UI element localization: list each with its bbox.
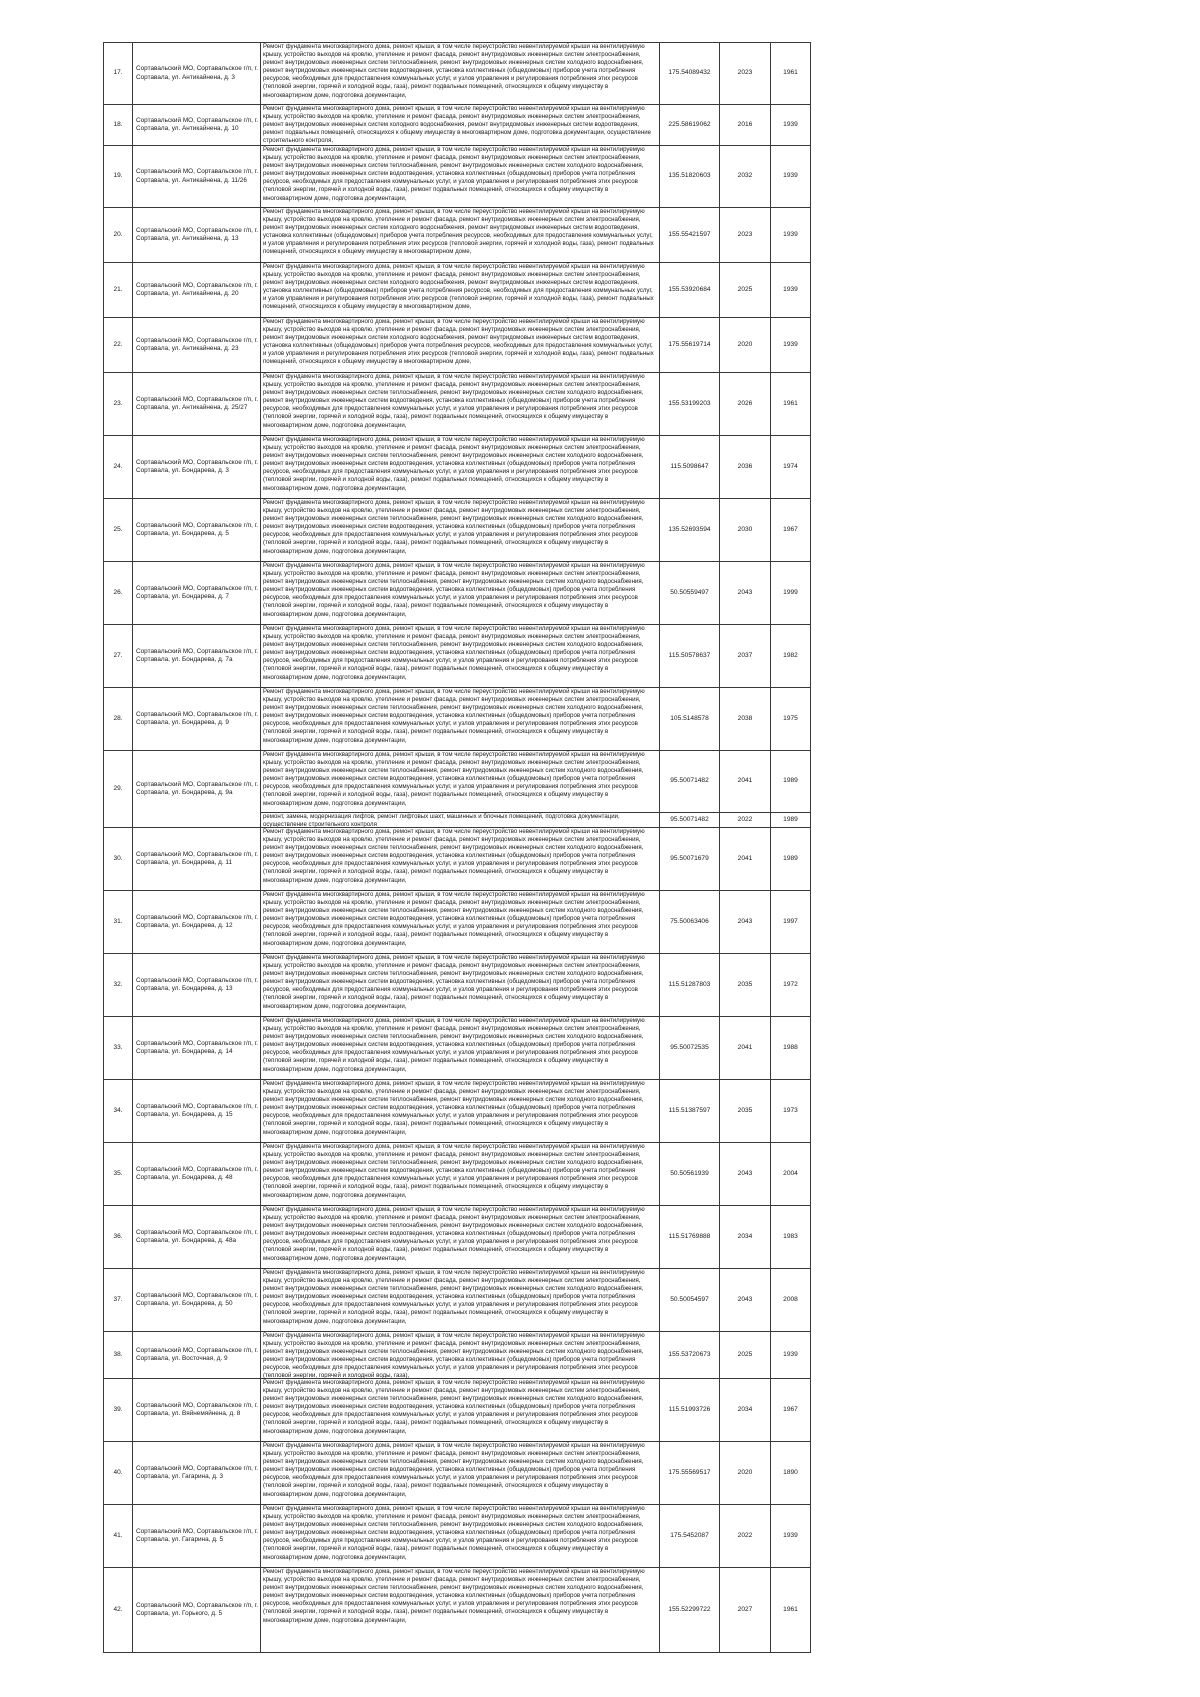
works-cell xyxy=(261,1379,660,1442)
planned-year-cell: 2043 xyxy=(720,891,771,954)
table-row xyxy=(104,562,811,625)
works-text: Ремонт фундамента многоквартирного дома, ремонт крыши, в том числе переустройство невентилируемой крыши на вентилируемую крышу, устройство выходов на кровлю, утепление и ремонт фасада, ремонт внутридомовых инженерных систем электроснабжения, ремонт внутридомовых инженерных систем теплоснабжения, ремонт внутридомовых инженерных систем холодного водоснабжения, ремонт внутридомовых инженерных систем водоотведения, установка коллективных (общедомовых) приборов учета потребления ресурсов, необходимых для предоставления коммунальных услуг, и узлов управления и регулирования потребления этих ресурсов (тепловой энергии, горячей и холодной воды, газа), ремонт подвальных помещений, относящихся к общему имуществу в многоквартирном доме, подготовка документации, xyxy=(263,891,645,947)
cost-cell: 175.55569517 xyxy=(660,1442,720,1505)
table-row xyxy=(104,1017,811,1080)
cost-cell: 95.50071679 xyxy=(660,828,720,891)
build-year-cell: 1939 xyxy=(771,318,811,373)
works-text: Ремонт фундамента многоквартирного дома, ремонт крыши, в том числе переустройство невентилируемой крыши на вентилируемую крышу, устройство выходов на кровлю, утепление и ремонт фасада, ремонт внутридомовых инженерных систем электроснабжения, ремонт внутридомовых инженерных систем теплоснабжения, ремонт внутридомовых инженерных систем холодного водоснабжения, ремонт внутридомовых инженерных систем водоотведения, установка коллективных (общедомовых) приборов учета потребления ресурсов, необходимых для предоставления коммунальных услуг, и узлов управления и регулирования потребления этих ресурсов (тепловой энергии, горячей и холодной воды, газа), ремонт подвальных помещений, относящихся к общему имуществу в многоквартирном доме, подготовка документации, xyxy=(263,1143,645,1199)
works-cell xyxy=(261,891,660,954)
cost-cell: 95.50071482 xyxy=(660,813,720,828)
table-row xyxy=(104,954,811,1017)
address-cell: Сортавальский МО, Сортавальское г/п, г. Сортавала, ул. Бондарева, д. 11 xyxy=(133,828,261,891)
row-number-cell: 38. xyxy=(104,1332,133,1379)
row-number-cell: 36. xyxy=(104,1206,133,1269)
works-text: Ремонт фундамента многоквартирного дома, ремонт крыши, в том числе переустройство невентилируемой крыши на вентилируемую крышу, устройство выходов на кровлю, утепление и ремонт фасада, ремонт внутридомовых инженерных систем электроснабжения, ремонт внутридомовых инженерных систем теплоснабжения, ремонт внутридомовых инженерных систем холодного водоснабжения, ремонт внутридомовых инженерных систем водоотведения, установка коллективных (общедомовых) приборов учета потребления ресурсов, необходимых для предоставления коммунальных услуг, и узлов управления и регулирования потребления этих ресурсов (тепловой энергии, горячей и холодной воды, газа), ремонт подвальных помещений, относящихся к общему имуществу в многоквартирном доме, подготовка документации, xyxy=(263,1269,645,1325)
works-cell xyxy=(261,146,660,208)
build-year-cell: 1939 xyxy=(771,208,811,263)
row-number-cell: 39. xyxy=(104,1379,133,1442)
works-text: Ремонт фундамента многоквартирного дома, ремонт крыши, в том числе переустройство невентилируемой крыши на вентилируемую крышу, устройство выходов на кровлю, утепление и ремонт фасада, ремонт внутридомовых инженерных систем электроснабжения, ремонт внутридомовых инженерных систем холодного водоснабжения, ремонт внутридомовых инженерных систем водоотведения, установка коллективных (общедомовых) приборов учета потребления ресурсов, необходимых для предоставления коммунальных услуг, и узлов управления и регулирования потребления этих ресурсов (тепловой энергии, горячей и холодной воды, газа), ремонт подвальных помещений, относящихся к общему имуществу в многоквартирном доме, xyxy=(263,263,654,311)
address-cell: Сортавальский МО, Сортавальское г/п, г. Сортавала, ул. Бондарева, д. 48а xyxy=(133,1206,261,1269)
build-year-cell: 1989 xyxy=(771,751,811,813)
address-cell: Сортавальский МО, Сортавальское г/п, г. Сортавала, ул. Антикайнена, д. 13 xyxy=(133,208,261,263)
build-year-cell: 1890 xyxy=(771,1442,811,1505)
row-number-cell: 31. xyxy=(104,891,133,954)
row-number-cell: 40. xyxy=(104,1442,133,1505)
cost-cell: 175.54089432 xyxy=(660,43,720,105)
address-cell: Сортавальский МО, Сортавальское г/п, г. Сортавала, ул. Антикайнена, д. 20 xyxy=(133,263,261,318)
works-cell xyxy=(261,1332,660,1379)
works-text: Ремонт фундамента многоквартирного дома, ремонт крыши, в том числе переустройство невентилируемой крыши на вентилируемую крышу, устройство выходов на кровлю, утепление и ремонт фасада, ремонт внутридомовых инженерных систем электроснабжения, ремонт внутридомовых инженерных систем теплоснабжения, ремонт внутридомовых инженерных систем холодного водоснабжения, ремонт внутридомовых инженерных систем водоотведения, установка коллективных (общедомовых) приборов учета потребления ресурсов, необходимых для предоставления коммунальных услуг, и узлов управления и регулирования потребления этих ресурсов (тепловой энергии, горячей и холодной воды, газа), ремонт подвальных помещений, относящихся к общему имуществу в многоквартирном доме, подготовка документации, xyxy=(263,688,645,744)
planned-year-cell: 2041 xyxy=(720,1017,771,1080)
works-text: Ремонт фундамента многоквартирного дома, ремонт крыши, в том числе переустройство невентилируемой крыши на вентилируемую крышу, устройство выходов на кровлю, утепление и ремонт фасада, ремонт внутридомовых инженерных систем электроснабжения, ремонт внутридомовых инженерных систем теплоснабжения, ремонт внутридомовых инженерных систем холодного водоснабжения, ремонт внутридомовых инженерных систем водоотведения, установка коллективных (общедомовых) приборов учета потребления ресурсов, необходимых для предоставления коммунальных услуг, и узлов управления и регулирования потребления этих ресурсов (тепловой энергии, горячей и холодной воды, газа), ремонт подвальных помещений, относящихся к общему имуществу в многоквартирном доме, подготовка документации, xyxy=(263,562,645,618)
works-text: Ремонт фундамента многоквартирного дома, ремонт крыши, в том числе переустройство невентилируемой крыши на вентилируемую крышу, устройство выходов на кровлю, утепление и ремонт фасада, ремонт внутридомовых инженерных систем электроснабжения, ремонт внутридомовых инженерных систем теплоснабжения, ремонт внутридомовых инженерных систем холодного водоснабжения, ремонт внутридомовых инженерных систем водоотведения, установка коллективных (общедомовых) приборов учета потребления ресурсов, необходимых для предоставления коммунальных услуг, и узлов управления и регулирования потребления этих ресурсов (тепловой энергии, горячей и холодной воды, газа), ремонт подвальных помещений, относящихся к общему имуществу в многоквартирном доме, подготовка документации, xyxy=(263,1379,645,1435)
table-row xyxy=(104,1269,811,1332)
cost-cell: 50.50054597 xyxy=(660,1269,720,1332)
works-cell xyxy=(261,208,660,263)
planned-year-cell: 2035 xyxy=(720,954,771,1017)
works-cell xyxy=(261,499,660,562)
address-cell: Сортавальский МО, Сортавальское г/п, г. Сортавала, ул. Антикайнена, д. 11/26 xyxy=(133,146,261,208)
table-row xyxy=(104,318,811,373)
build-year-cell: 1939 xyxy=(771,263,811,318)
row-number-cell: 41. xyxy=(104,1505,133,1568)
address-cell: Сортавальский МО, Сортавальское г/п, г. Сортавала, ул. Антикайнена, д. 3 xyxy=(133,43,261,105)
address-cell: Сортавальский МО, Сортавальское г/п, г. Сортавала, ул. Восточная, д. 9 xyxy=(133,1332,261,1379)
cost-cell: 155.53199203 xyxy=(660,373,720,436)
planned-year-cell: 2043 xyxy=(720,1143,771,1206)
planned-year-cell: 2030 xyxy=(720,499,771,562)
cost-cell: 105.5148578 xyxy=(660,688,720,751)
works-cell xyxy=(261,828,660,891)
address-cell: Сортавальский МО, Сортавальское г/п, г. Сортавала, ул. Горького, д. 5 xyxy=(133,1568,261,1653)
planned-year-cell: 2025 xyxy=(720,263,771,318)
planned-year-cell: 2037 xyxy=(720,625,771,688)
planned-year-cell: 2023 xyxy=(720,208,771,263)
works-text: Ремонт фундамента многоквартирного дома, ремонт крыши, в том числе переустройство невентилируемой крыши на вентилируемую крышу, устройство выходов на кровлю, утепление и ремонт фасада, ремонт внутридомовых инженерных систем электроснабжения, ремонт внутридомовых инженерных систем теплоснабжения, ремонт внутридомовых инженерных систем холодного водоснабжения, ремонт внутридомовых инженерных систем водоотведения, установка коллективных (общедомовых) приборов учета потребления ресурсов, необходимых для предоставления коммунальных услуг, и узлов управления и регулирования потребления этих ресурсов (тепловой энергии, горячей и холодной воды, газа), ремонт подвальных помещений, относящихся к общему имуществу в многоквартирном доме, подготовка документации, xyxy=(263,499,645,555)
planned-year-cell: 2022 xyxy=(720,1505,771,1568)
works-text: Ремонт фундамента многоквартирного дома, ремонт крыши, в том числе переустройство невентилируемой крыши на вентилируемую крышу, устройство выходов на кровлю, утепление и ремонт фасада, ремонт внутридомовых инженерных систем электроснабжения, ремонт внутридомовых инженерных систем теплоснабжения, ремонт внутридомовых инженерных систем холодного водоснабжения, ремонт внутридомовых инженерных систем водоотведения, установка коллективных (общедомовых) приборов учета потребления ресурсов, необходимых для предоставления коммунальных услуг, и узлов управления и регулирования потребления этих ресурсов (тепловой энергии, горячей и холодной воды, газа), ремонт подвальных помещений, относящихся к общему имуществу в многоквартирном доме, подготовка документации, xyxy=(263,436,645,492)
works-cell xyxy=(261,1568,660,1653)
address-cell: Сортавальский МО, Сортавальское г/п, г. Сортавала, ул. Бондарева, д. 3 xyxy=(133,436,261,499)
table-row xyxy=(104,1206,811,1269)
cost-cell: 155.52299722 xyxy=(660,1568,720,1653)
build-year-cell: 1967 xyxy=(771,1379,811,1442)
cost-cell: 135.51820603 xyxy=(660,146,720,208)
table-row xyxy=(104,625,811,688)
planned-year-cell: 2041 xyxy=(720,751,771,813)
planned-year-cell: 2020 xyxy=(720,1442,771,1505)
build-year-cell: 1975 xyxy=(771,688,811,751)
works-cell xyxy=(261,43,660,105)
build-year-cell: 1961 xyxy=(771,373,811,436)
build-year-cell: 1974 xyxy=(771,436,811,499)
address-cell: Сортавальский МО, Сортавальское г/п, г. Сортавала, ул. Бондарева, д. 48 xyxy=(133,1143,261,1206)
works-cell xyxy=(261,1442,660,1505)
table-row xyxy=(104,146,811,208)
table-row xyxy=(104,1332,811,1379)
table-row xyxy=(104,688,811,751)
address-cell: Сортавальский МО, Сортавальское г/п, г. Сортавала, ул. Бондарева, д. 5 xyxy=(133,499,261,562)
table-row xyxy=(104,828,811,891)
row-number-cell: 25. xyxy=(104,499,133,562)
build-year-cell: 1989 xyxy=(771,813,811,828)
planned-year-cell: 2022 xyxy=(720,813,771,828)
build-year-cell: 1939 xyxy=(771,105,811,146)
works-text: Ремонт фундамента многоквартирного дома, ремонт крыши, в том числе переустройство невентилируемой крыши на вентилируемую крышу, устройство выходов на кровлю, утепление и ремонт фасада, ремонт внутридомовых инженерных систем электроснабжения, ремонт внутридомовых инженерных систем теплоснабжения, ремонт внутридомовых инженерных систем холодного водоснабжения, ремонт внутридомовых инженерных систем водоотведения, установка коллективных (общедомовых) приборов учета потребления ресурсов, необходимых для предоставления коммунальных услуг, и узлов управления и регулирования потребления этих ресурсов (тепловой энергии, горячей и холодной воды, газа), xyxy=(263,1332,645,1378)
table-row xyxy=(104,208,811,263)
table-body xyxy=(104,43,811,1653)
table-row xyxy=(104,105,811,146)
planned-year-cell: 2027 xyxy=(720,1568,771,1653)
build-year-cell: 1983 xyxy=(771,1206,811,1269)
cost-cell: 75.50063406 xyxy=(660,891,720,954)
row-number-cell: 23. xyxy=(104,373,133,436)
cost-cell: 115.50578637 xyxy=(660,625,720,688)
cost-cell: 50.50561939 xyxy=(660,1143,720,1206)
row-number-cell: 28. xyxy=(104,688,133,751)
planned-year-cell: 2034 xyxy=(720,1206,771,1269)
works-text: Ремонт фундамента многоквартирного дома, ремонт крыши, в том числе переустройство невентилируемой крыши на вентилируемую крышу, устройство выходов на кровлю, утепление и ремонт фасада, ремонт внутридомовых инженерных систем электроснабжения, ремонт внутридомовых инженерных систем холодного водоснабжения, ремонт внутридомовых инженерных систем водоотведения, ремонт подвальных помещений, относящихся к общему имуществу в многоквартирном доме, подготовка документации, осуществление строительного контроля, xyxy=(263,105,652,145)
address-cell: Сортавальский МО, Сортавальское г/п, г. Сортавала, ул. Бондарева, д. 7а xyxy=(133,625,261,688)
planned-year-cell: 2034 xyxy=(720,1379,771,1442)
row-number-cell: 30. xyxy=(104,828,133,891)
works-text: Ремонт фундамента многоквартирного дома, ремонт крыши, в том числе переустройство невентилируемой крыши на вентилируемую крышу, устройство выходов на кровлю, утепление и ремонт фасада, ремонт внутридомовых инженерных систем электроснабжения, ремонт внутридомовых инженерных систем теплоснабжения, ремонт внутридомовых инженерных систем холодного водоснабжения, ремонт внутридомовых инженерных систем водоотведения, установка коллективных (общедомовых) приборов учета потребления ресурсов, необходимых для предоставления коммунальных услуг, и узлов управления и регулирования потребления этих ресурсов (тепловой энергии, горячей и холодной воды, газа), ремонт подвальных помещений, относящихся к общему имуществу в многоквартирном доме, подготовка документации, xyxy=(263,954,645,1010)
works-cell xyxy=(261,436,660,499)
works-text: Ремонт фундамента многоквартирного дома, ремонт крыши, в том числе переустройство невентилируемой крыши на вентилируемую крышу, устройство выходов на кровлю, утепление и ремонт фасада, ремонт внутридомовых инженерных систем электроснабжения, ремонт внутридомовых инженерных систем теплоснабжения, ремонт внутридомовых инженерных систем холодного водоснабжения, ремонт внутридомовых инженерных систем водоотведения, установка коллективных (общедомовых) приборов учета потребления ресурсов, необходимых для предоставления коммунальных услуг, и узлов управления и регулирования потребления этих ресурсов (тепловой энергии, горячей и холодной воды, газа), ремонт подвальных помещений, относящихся к общему имуществу в многоквартирном доме, подготовка документации, xyxy=(263,373,645,429)
row-number-cell: 34. xyxy=(104,1080,133,1143)
build-year-cell: 2008 xyxy=(771,1269,811,1332)
cost-cell: 115.51769888 xyxy=(660,1206,720,1269)
planned-year-cell: 2023 xyxy=(720,43,771,105)
address-cell: Сортавальский МО, Сортавальское г/п, г. Сортавала, ул. Антикайнена, д. 10 xyxy=(133,105,261,146)
table-row xyxy=(104,1143,811,1206)
address-cell: Сортавальский МО, Сортавальское г/п, г. Сортавала, ул. Вяйнемяйнена, д. 8 xyxy=(133,1379,261,1442)
works-text: Ремонт фундамента многоквартирного дома, ремонт крыши, в том числе переустройство невентилируемой крыши на вентилируемую крышу, устройство выходов на кровлю, утепление и ремонт фасада, ремонт внутридомовых инженерных систем электроснабжения, ремонт внутридомовых инженерных систем холодного водоснабжения, ремонт внутридомовых инженерных систем водоотведения, установка коллективных (общедомовых) приборов учета потребления ресурсов, необходимых для предоставления коммунальных услуг, и узлов управления и регулирования потребления этих ресурсов (тепловой энергии, горячей и холодной воды, газа), ремонт подвальных помещений, относящихся к общему имуществу в многоквартирном доме, xyxy=(263,208,654,256)
build-year-cell: 1939 xyxy=(771,146,811,208)
works-text: Ремонт фундамента многоквартирного дома, ремонт крыши, в том числе переустройство невентилируемой крыши на вентилируемую крышу, устройство выходов на кровлю, утепление и ремонт фасада, ремонт внутридомовых инженерных систем электроснабжения, ремонт внутридомовых инженерных систем теплоснабжения, ремонт внутридомовых инженерных систем холодного водоснабжения, ремонт внутридомовых инженерных систем водоотведения, установка коллективных (общедомовых) приборов учета потребления ресурсов, необходимых для предоставления коммунальных услуг, и узлов управления и регулирования потребления этих ресурсов (тепловой энергии, горячей и холодной воды, газа), ремонт подвальных помещений, относящихся к общему имуществу в многоквартирном доме, подготовка документации, xyxy=(263,146,645,202)
planned-year-cell: 2026 xyxy=(720,373,771,436)
row-number-cell: 24. xyxy=(104,436,133,499)
works-text: Ремонт фундамента многоквартирного дома, ремонт крыши, в том числе переустройство невентилируемой крыши на вентилируемую крышу, устройство выходов на кровлю, утепление и ремонт фасада, ремонт внутридомовых инженерных систем электроснабжения, ремонт внутридомовых инженерных систем теплоснабжения, ремонт внутридомовых инженерных систем холодного водоснабжения, ремонт внутридомовых инженерных систем водоотведения, установка коллективных (общедомовых) приборов учета потребления ресурсов, необходимых для предоставления коммунальных услуг, и узлов управления и регулирования потребления этих ресурсов (тепловой энергии, горячей и холодной воды, газа), ремонт подвальных помещений, относящихся к общему имуществу в многоквартирном доме, подготовка документации, xyxy=(263,625,645,681)
planned-year-cell: 2043 xyxy=(720,562,771,625)
row-number-cell: 33. xyxy=(104,1017,133,1080)
address-cell: Сортавальский МО, Сортавальское г/п, г. Сортавала, ул. Бондарева, д. 50 xyxy=(133,1269,261,1332)
works-cell xyxy=(261,1505,660,1568)
row-number-cell: 26. xyxy=(104,562,133,625)
build-year-cell: 1973 xyxy=(771,1080,811,1143)
cost-cell: 135.52693594 xyxy=(660,499,720,562)
works-cell xyxy=(261,1206,660,1269)
table-row xyxy=(104,1379,811,1442)
works-cell xyxy=(261,1080,660,1143)
build-year-cell: 1967 xyxy=(771,499,811,562)
address-cell: Сортавальский МО, Сортавальское г/п, г. Сортавала, ул. Антикайнена, д. 25/27 xyxy=(133,373,261,436)
works-cell xyxy=(261,954,660,1017)
planned-year-cell: 2038 xyxy=(720,688,771,751)
works-cell xyxy=(261,688,660,751)
works-cell xyxy=(261,1269,660,1332)
table-row xyxy=(104,373,811,436)
build-year-cell: 1989 xyxy=(771,828,811,891)
build-year-cell: 1982 xyxy=(771,625,811,688)
build-year-cell: 1961 xyxy=(771,1568,811,1653)
works-cell xyxy=(261,318,660,373)
address-cell: Сортавальский МО, Сортавальское г/п, г. Сортавала, ул. Бондарева, д. 14 xyxy=(133,1017,261,1080)
planned-year-cell: 2032 xyxy=(720,146,771,208)
planned-year-cell: 2016 xyxy=(720,105,771,146)
build-year-cell: 1988 xyxy=(771,1017,811,1080)
cost-cell: 50.50559497 xyxy=(660,562,720,625)
build-year-cell: 2004 xyxy=(771,1143,811,1206)
table-row xyxy=(104,499,811,562)
row-number-cell: 37. xyxy=(104,1269,133,1332)
works-cell xyxy=(261,562,660,625)
works-text: Ремонт фундамента многоквартирного дома, ремонт крыши, в том числе переустройство невентилируемой крыши на вентилируемую крышу, устройство выходов на кровлю, утепление и ремонт фасада, ремонт внутридомовых инженерных систем электроснабжения, ремонт внутридомовых инженерных систем теплоснабжения, ремонт внутридомовых инженерных систем холодного водоснабжения, ремонт внутридомовых инженерных систем водоотведения, установка коллективных (общедомовых) приборов учета потребления ресурсов, необходимых для предоставления коммунальных услуг, и узлов управления и регулирования потребления этих ресурсов (тепловой энергии, горячей и холодной воды, газа), ремонт подвальных помещений, относящихся к общему имуществу в многоквартирном доме, подготовка документации, xyxy=(263,1568,645,1624)
table-row xyxy=(104,1568,811,1653)
row-number-cell: 21. xyxy=(104,263,133,318)
table-row xyxy=(104,263,811,318)
works-cell xyxy=(261,373,660,436)
address-cell: Сортавальский МО, Сортавальское г/п, г. Сортавала, ул. Антикайнена, д. 23 xyxy=(133,318,261,373)
address-cell: Сортавальский МО, Сортавальское г/п, г. Сортавала, ул. Бондарева, д. 9 xyxy=(133,688,261,751)
cost-cell: 115.51387597 xyxy=(660,1080,720,1143)
planned-year-cell: 2035 xyxy=(720,1080,771,1143)
works-text: Ремонт фундамента многоквартирного дома, ремонт крыши, в том числе переустройство невентилируемой крыши на вентилируемую крышу, устройство выходов на кровлю, утепление и ремонт фасада, ремонт внутридомовых инженерных систем электроснабжения, ремонт внутридомовых инженерных систем теплоснабжения, ремонт внутридомовых инженерных систем холодного водоснабжения, ремонт внутридомовых инженерных систем водоотведения, установка коллективных (общедомовых) приборов учета потребления ресурсов, необходимых для предоставления коммунальных услуг, и узлов управления и регулирования потребления этих ресурсов (тепловой энергии, горячей и холодной воды, газа), ремонт подвальных помещений, относящихся к общему имуществу в многоквартирном доме, подготовка документации, xyxy=(263,751,645,807)
cost-cell: 115.5098647 xyxy=(660,436,720,499)
row-number-cell: 18. xyxy=(104,105,133,146)
works-cell xyxy=(261,1143,660,1206)
table-row xyxy=(104,1442,811,1505)
build-year-cell: 1999 xyxy=(771,562,811,625)
works-text: Ремонт фундамента многоквартирного дома, ремонт крыши, в том числе переустройство невентилируемой крыши на вентилируемую крышу, устройство выходов на кровлю, утепление и ремонт фасада, ремонт внутридомовых инженерных систем электроснабжения, ремонт внутридомовых инженерных систем теплоснабжения, ремонт внутридомовых инженерных систем холодного водоснабжения, ремонт внутридомовых инженерных систем водоотведения, установка коллективных (общедомовых) приборов учета потребления ресурсов, необходимых для предоставления коммунальных услуг, и узлов управления и регулирования потребления этих ресурсов (тепловой энергии, горячей и холодной воды, газа), ремонт подвальных помещений, относящихся к общему имуществу в многоквартирном доме, подготовка документации, xyxy=(263,1017,645,1073)
address-cell: Сортавальский МО, Сортавальское г/п, г. Сортавала, ул. Гагарина, д. 3 xyxy=(133,1442,261,1505)
row-number-cell: 29. xyxy=(104,751,133,828)
table-row xyxy=(104,1505,811,1568)
works-text: Ремонт фундамента многоквартирного дома, ремонт крыши, в том числе переустройство невентилируемой крыши на вентилируемую крышу, устройство выходов на кровлю, утепление и ремонт фасада, ремонт внутридомовых инженерных систем электроснабжения, ремонт внутридомовых инженерных систем теплоснабжения, ремонт внутридомовых инженерных систем холодного водоснабжения, ремонт внутридомовых инженерных систем водоотведения, установка коллективных (общедомовых) приборов учета потребления ресурсов, необходимых для предоставления коммунальных услуг, и узлов управления и регулирования потребления этих ресурсов (тепловой энергии, горячей и холодной воды, газа), ремонт подвальных помещений, относящихся к общему имуществу в многоквартирном доме, подготовка документации, xyxy=(263,1080,645,1136)
works-text: Ремонт фундамента многоквартирного дома, ремонт крыши, в том числе переустройство невентилируемой крыши на вентилируемую крышу, устройство выходов на кровлю, утепление и ремонт фасада, ремонт внутридомовых инженерных систем электроснабжения, ремонт внутридомовых инженерных систем теплоснабжения, ремонт внутридомовых инженерных систем холодного водоснабжения, ремонт внутридомовых инженерных систем водоотведения, установка коллективных (общедомовых) приборов учета потребления ресурсов, необходимых для предоставления коммунальных услуг, и узлов управления и регулирования потребления этих ресурсов (тепловой энергии, горячей и холодной воды, газа), ремонт подвальных помещений, относящихся к общему имуществу в многоквартирном доме, подготовка документации, xyxy=(263,1206,645,1262)
row-number-cell: 17. xyxy=(104,43,133,105)
cost-cell: 95.50071482 xyxy=(660,751,720,813)
row-number-cell: 27. xyxy=(104,625,133,688)
cost-cell: 115.51287803 xyxy=(660,954,720,1017)
works-cell xyxy=(261,263,660,318)
capital-repair-table xyxy=(103,42,811,1653)
address-cell: Сортавальский МО, Сортавальское г/п, г. Сортавала, ул. Бондарева, д. 15 xyxy=(133,1080,261,1143)
works-cell xyxy=(261,625,660,688)
row-number-cell: 32. xyxy=(104,954,133,1017)
address-cell: Сортавальский МО, Сортавальское г/п, г. Сортавала, ул. Бондарева, д. 7 xyxy=(133,562,261,625)
cost-cell: 175.55619714 xyxy=(660,318,720,373)
planned-year-cell: 2036 xyxy=(720,436,771,499)
row-number-cell: 35. xyxy=(104,1143,133,1206)
works-cell xyxy=(261,751,660,813)
works-cell xyxy=(261,813,660,828)
build-year-cell: 1939 xyxy=(771,1505,811,1568)
address-cell: Сортавальский МО, Сортавальское г/п, г. Сортавала, ул. Гагарина, д. 5 xyxy=(133,1505,261,1568)
build-year-cell: 1972 xyxy=(771,954,811,1017)
row-number-cell: 20. xyxy=(104,208,133,263)
works-text: Ремонт фундамента многоквартирного дома, ремонт крыши, в том числе переустройство невентилируемой крыши на вентилируемую крышу, устройство выходов на кровлю, утепление и ремонт фасада, ремонт внутридомовых инженерных систем электроснабжения, ремонт внутридомовых инженерных систем теплоснабжения, ремонт внутридомовых инженерных систем холодного водоснабжения, ремонт внутридомовых инженерных систем водоотведения, установка коллективных (общедомовых) приборов учета потребления ресурсов, необходимых для предоставления коммунальных услуг, и узлов управления и регулирования потребления этих ресурсов (тепловой энергии, горячей и холодной воды, газа), ремонт подвальных помещений, относящихся к общему имуществу в многоквартирном доме, подготовка документации, xyxy=(263,1505,645,1561)
table-row xyxy=(104,751,811,813)
works-text: ремонт, замена, модернизация лифтов, ремонт лифтовых шахт, машинных и блочных помещений, подготовка документации, осуществление строительного контроля xyxy=(263,813,620,827)
build-year-cell: 1997 xyxy=(771,891,811,954)
works-text: Ремонт фундамента многоквартирного дома, ремонт крыши, в том числе переустройство невентилируемой крыши на вентилируемую крышу, устройство выходов на кровлю, утепление и ремонт фасада, ремонт внутридомовых инженерных систем электроснабжения, ремонт внутридомовых инженерных систем теплоснабжения, ремонт внутридомовых инженерных систем холодного водоснабжения, ремонт внутридомовых инженерных систем водоотведения, установка коллективных (общедомовых) приборов учета потребления ресурсов, необходимых для предоставления коммунальных услуг, и узлов управления и регулирования потребления этих ресурсов (тепловой энергии, горячей и холодной воды, газа), ремонт подвальных помещений, относящихся к общему имуществу в многоквартирном доме, подготовка документации, xyxy=(263,828,645,884)
planned-year-cell: 2020 xyxy=(720,318,771,373)
cost-cell: 155.55421597 xyxy=(660,208,720,263)
address-cell: Сортавальский МО, Сортавальское г/п, г. Сортавала, ул. Бондарева, д. 13 xyxy=(133,954,261,1017)
row-number-cell: 42. xyxy=(104,1568,133,1653)
planned-year-cell: 2041 xyxy=(720,828,771,891)
cost-cell: 155.53720673 xyxy=(660,1332,720,1379)
planned-year-cell: 2043 xyxy=(720,1269,771,1332)
works-cell xyxy=(261,1017,660,1080)
build-year-cell: 1939 xyxy=(771,1332,811,1379)
row-number-cell: 22. xyxy=(104,318,133,373)
cost-cell: 95.50072535 xyxy=(660,1017,720,1080)
cost-cell: 155.53920684 xyxy=(660,263,720,318)
planned-year-cell: 2025 xyxy=(720,1332,771,1379)
table-row xyxy=(104,43,811,105)
address-cell: Сортавальский МО, Сортавальское г/п, г. Сортавала, ул. Бондарева, д. 12 xyxy=(133,891,261,954)
works-text: Ремонт фундамента многоквартирного дома, ремонт крыши, в том числе переустройство невентилируемой крыши на вентилируемую крышу, устройство выходов на кровлю, утепление и ремонт фасада, ремонт внутридомовых инженерных систем электроснабжения, ремонт внутридомовых инженерных систем холодного водоснабжения, ремонт внутридомовых инженерных систем водоотведения, установка коллективных (общедомовых) приборов учета потребления ресурсов, необходимых для предоставления коммунальных услуг, и узлов управления и регулирования потребления этих ресурсов (тепловой энергии, горячей и холодной воды, газа), ремонт подвальных помещений, относящихся к общему имуществу в многоквартирном доме, xyxy=(263,318,654,366)
row-number-cell: 19. xyxy=(104,146,133,208)
table-row xyxy=(104,436,811,499)
cost-cell: 175.5452087 xyxy=(660,1505,720,1568)
cost-cell: 225.58619062 xyxy=(660,105,720,146)
build-year-cell: 1961 xyxy=(771,43,811,105)
works-cell xyxy=(261,105,660,146)
works-text: Ремонт фундамента многоквартирного дома, ремонт крыши, в том числе переустройство невентилируемой крыши на вентилируемую крышу, устройство выходов на кровлю, утепление и ремонт фасада, ремонт внутридомовых инженерных систем электроснабжения, ремонт внутридомовых инженерных систем теплоснабжения, ремонт внутридомовых инженерных систем холодного водоснабжения, ремонт внутридомовых инженерных систем водоотведения, установка коллективных (общедомовых) приборов учета потребления ресурсов, необходимых для предоставления коммунальных услуг, и узлов управления и регулирования потребления этих ресурсов (тепловой энергии, горячей и холодной воды, газа), ремонт подвальных помещений, относящихся к общему имуществу в многоквартирном доме, подготовка документации, xyxy=(263,1442,645,1498)
address-cell: Сортавальский МО, Сортавальское г/п, г. Сортавала, ул. Бондарева, д. 9а xyxy=(133,751,261,828)
works-text: Ремонт фундамента многоквартирного дома, ремонт крыши, в том числе переустройство невентилируемой крыши на вентилируемую крышу, устройство выходов на кровлю, утепление и ремонт фасада, ремонт внутридомовых инженерных систем электроснабжения, ремонт внутридомовых инженерных систем теплоснабжения, ремонт внутридомовых инженерных систем холодного водоснабжения, ремонт внутридомовых инженерных систем водоотведения, установка коллективных (общедомовых) приборов учета потребления ресурсов, необходимых для предоставления коммунальных услуг, и узлов управления и регулирования потребления этих ресурсов (тепловой энергии, горячей и холодной воды, газа), ремонт подвальных помещений, относящихся к общему имуществу в многоквартирном доме, подготовка документации, xyxy=(263,43,645,99)
table-row xyxy=(104,891,811,954)
cost-cell: 115.51993726 xyxy=(660,1379,720,1442)
table-row xyxy=(104,1080,811,1143)
